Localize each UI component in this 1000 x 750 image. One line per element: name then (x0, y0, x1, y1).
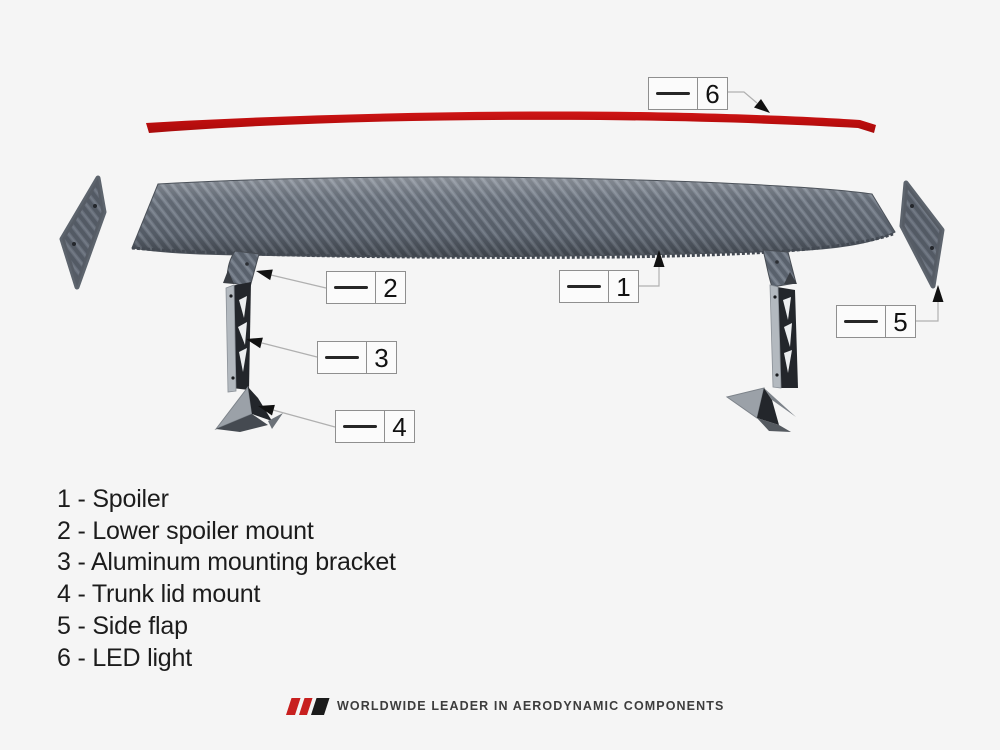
callout-box-5 (836, 305, 916, 338)
legend-item-aluminum-mounting-bracket: 3 - Aluminum mounting bracket (57, 548, 396, 577)
callout-dash-cell (649, 78, 698, 109)
part-dash-icon (656, 92, 690, 95)
part-dash-icon (343, 425, 377, 428)
callout-box-6 (648, 77, 728, 110)
callout-box-3 (317, 341, 397, 374)
legend-item-lower-spoiler-mount: 2 - Lower spoiler mount (57, 516, 314, 545)
callout-dash-cell (327, 272, 376, 303)
callout-dash-cell (336, 411, 385, 442)
callout-box-2 (326, 271, 406, 304)
logo-bar-red-2 (299, 698, 313, 715)
callout-box-1 (559, 270, 639, 303)
led-strip-shape (146, 111, 876, 133)
brand-footer (286, 694, 724, 718)
callout-number: 2 (383, 272, 398, 303)
callout-number: 3 (374, 342, 389, 373)
lower-spoiler-mount-left-shape (223, 251, 259, 287)
callout-number: 5 (893, 306, 908, 337)
mounting-bracket-right-shape (770, 285, 798, 388)
callout-dash-cell (318, 342, 367, 373)
callout-number: 6 (705, 78, 720, 109)
part-dash-icon (567, 285, 601, 288)
callout-box-4 (335, 410, 415, 443)
callout-dash-cell (560, 271, 609, 302)
trunk-lid-mount-right-shape (727, 388, 796, 432)
side-flap-right-shape (902, 183, 942, 286)
logo-bar-red-1 (286, 698, 301, 715)
part-dash-icon (334, 286, 368, 289)
mounting-bracket-left-shape (226, 282, 251, 392)
callout-dash-cell (837, 306, 886, 337)
legend-item-spoiler: 1 - Spoiler (57, 485, 169, 513)
legend-item-trunk-lid-mount: 4 - Trunk lid mount (57, 580, 261, 609)
logo-bar-black (311, 698, 330, 715)
callout-number: 1 (616, 271, 631, 302)
callout-leader-lines (262, 92, 938, 427)
callout-number: 4 (392, 411, 407, 442)
lower-spoiler-mount-right-shape (763, 250, 797, 287)
part-dash-icon (325, 356, 359, 359)
brand-logo-icon (286, 698, 330, 715)
part-dash-icon (844, 320, 878, 323)
brand-tagline: WORLDWIDE LEADER IN AERODYNAMIC COMPONENTS (337, 699, 725, 713)
legend-item-led-light: 6 - LED light (57, 643, 192, 672)
spoiler-blade-shape (132, 177, 895, 258)
legend-item-side-flap: 5 - Side flap (57, 611, 188, 640)
parts-legend (57, 484, 396, 674)
side-flap-left-shape (62, 178, 104, 287)
